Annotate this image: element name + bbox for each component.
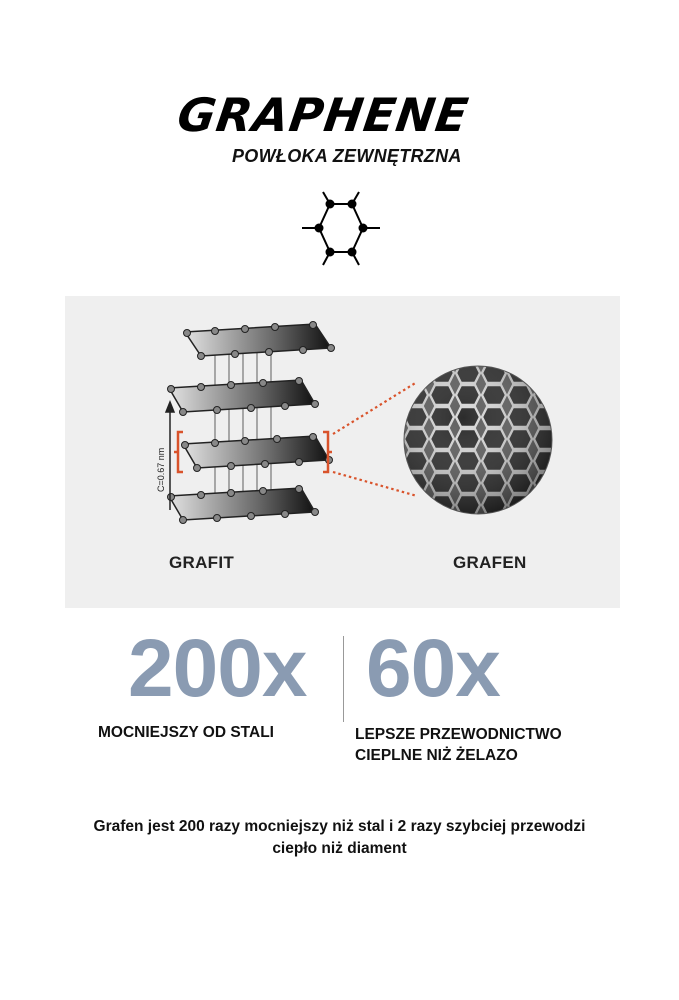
footer-line: ciepło niż diament [272, 840, 407, 857]
graphite-label: GRAFIT [169, 553, 235, 572]
left-bracket [174, 432, 183, 472]
strength-stat-caption [98, 722, 274, 743]
graphene-zoom-circle [404, 366, 552, 514]
graphite-layer [184, 322, 335, 360]
strength-stat-value: 200x [128, 623, 307, 714]
layer-spacing-label: C=0.67 nm [156, 447, 166, 492]
graphite-graphene-panel [65, 296, 620, 608]
graphite-graphene-illustration [65, 296, 620, 608]
graphene-label: GRAFEN [453, 553, 527, 572]
graphene-logo [174, 88, 490, 142]
logo-text: GRAPHENE [174, 88, 473, 142]
graphite-layer [168, 486, 319, 524]
caption-line: LEPSZE PRZEWODNICTWO [355, 726, 562, 743]
hexagon-molecule-icon [300, 190, 382, 268]
footer-line: Grafen jest 200 razy mocniejszy niż stal i 2 razy szybciej przewodzi [93, 818, 586, 835]
caption-line: CIEPLNE NIŻ ŻELAZO [355, 747, 518, 764]
conductivity-stat-caption [355, 724, 562, 766]
stat-divider [343, 636, 344, 722]
caption-line: MOCNIEJSZY OD STALI [98, 724, 274, 741]
subtitle: POWŁOKA ZEWNĘTRZNA [232, 146, 462, 166]
conductivity-stat-value: 60x [366, 623, 500, 714]
footer-description [0, 816, 679, 860]
